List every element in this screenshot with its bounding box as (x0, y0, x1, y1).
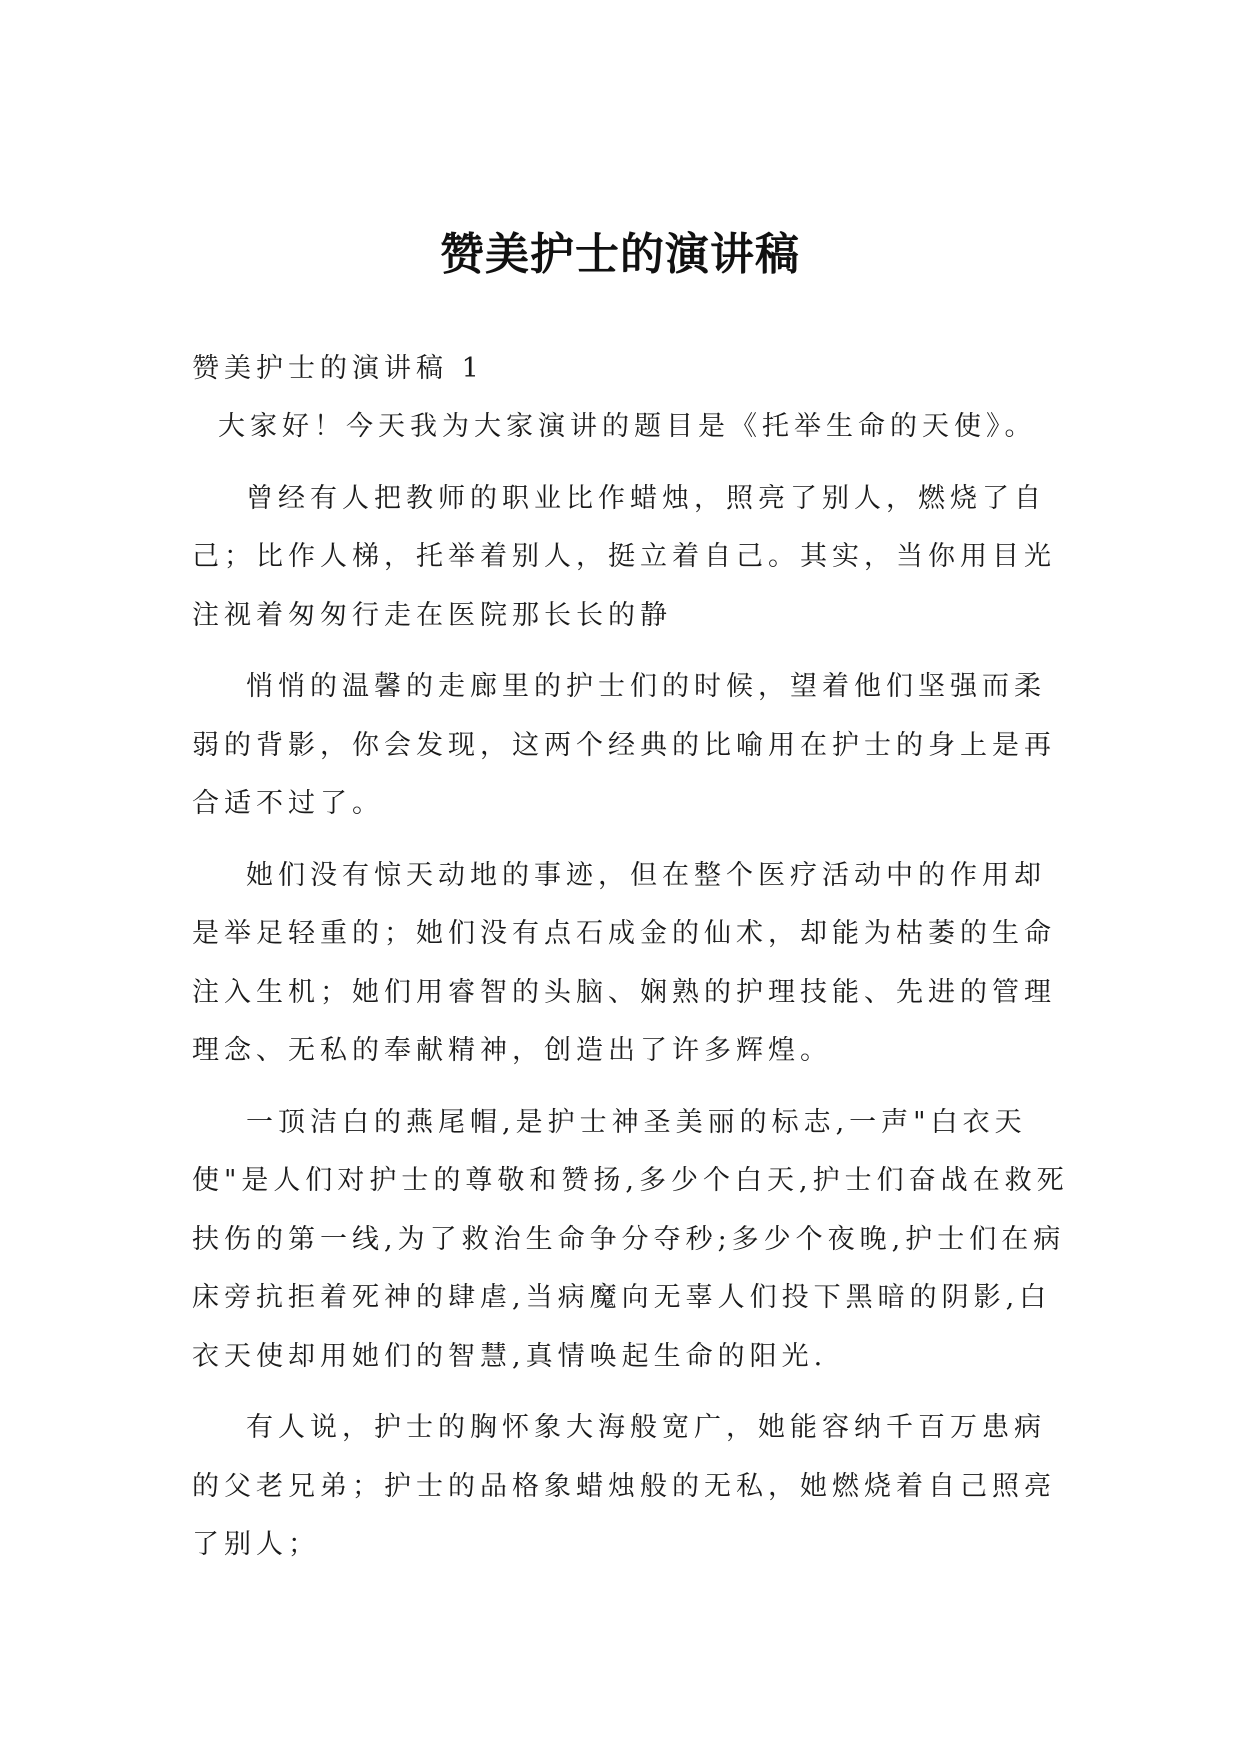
paragraph: 有人说，护士的胸怀象大海般宽广，她能容纳千百万患病的父老兄弟；护士的品格象蜡烛般的无私，她燃烧着自己照亮了别人； (192, 1412, 1056, 1560)
paragraph: 她们没有惊天动地的事迹，但在整个医疗活动中的作用却是举足轻重的；她们没有点石成金的仙术，却能为枯萎的生命注入生机；她们用睿智的头脑、娴熟的护理技能、先进的管理理念、无私的奉献精神，创造出了许多辉煌。 (192, 859, 1056, 1066)
paragraph: 曾经有人把教师的职业比作蜡烛，照亮了别人，燃烧了自己；比作人梯，托举着别人，挺立着自己。其实，当你用目光注视着匆匆行走在医院那长长的静 (192, 482, 1056, 631)
document-title: 赞美护士的演讲稿 (440, 229, 800, 281)
paragraph: 悄悄的温馨的走廊里的护士们的时候，望着他们坚强而柔弱的背影，你会发现，这两个经典的比喻用在护士的身上是再合适不过了。 (192, 671, 1056, 819)
section-heading: 赞美护士的演讲稿 1 (192, 353, 484, 384)
paragraph-greeting: 大家好！今天我为大家演讲的题目是《托举生命的天使》。 (218, 411, 1037, 442)
paragraph: 一顶洁白的燕尾帽,是护士神圣美丽的标志,一声"白衣天使"是人们对护士的尊敬和赞扬,多少个白天,护士们奋战在救死扶伤的第一线,为了救治生命争分夺秒;多少个夜晚,护士们在病床旁抗拒着死神的肆虐,当病魔向无辜人们投下黑暗的阴影,白衣天使却用她们的智慧,真情唤起生命的阳光. (192, 1106, 1069, 1372)
document-body (192, 340, 1072, 1588)
